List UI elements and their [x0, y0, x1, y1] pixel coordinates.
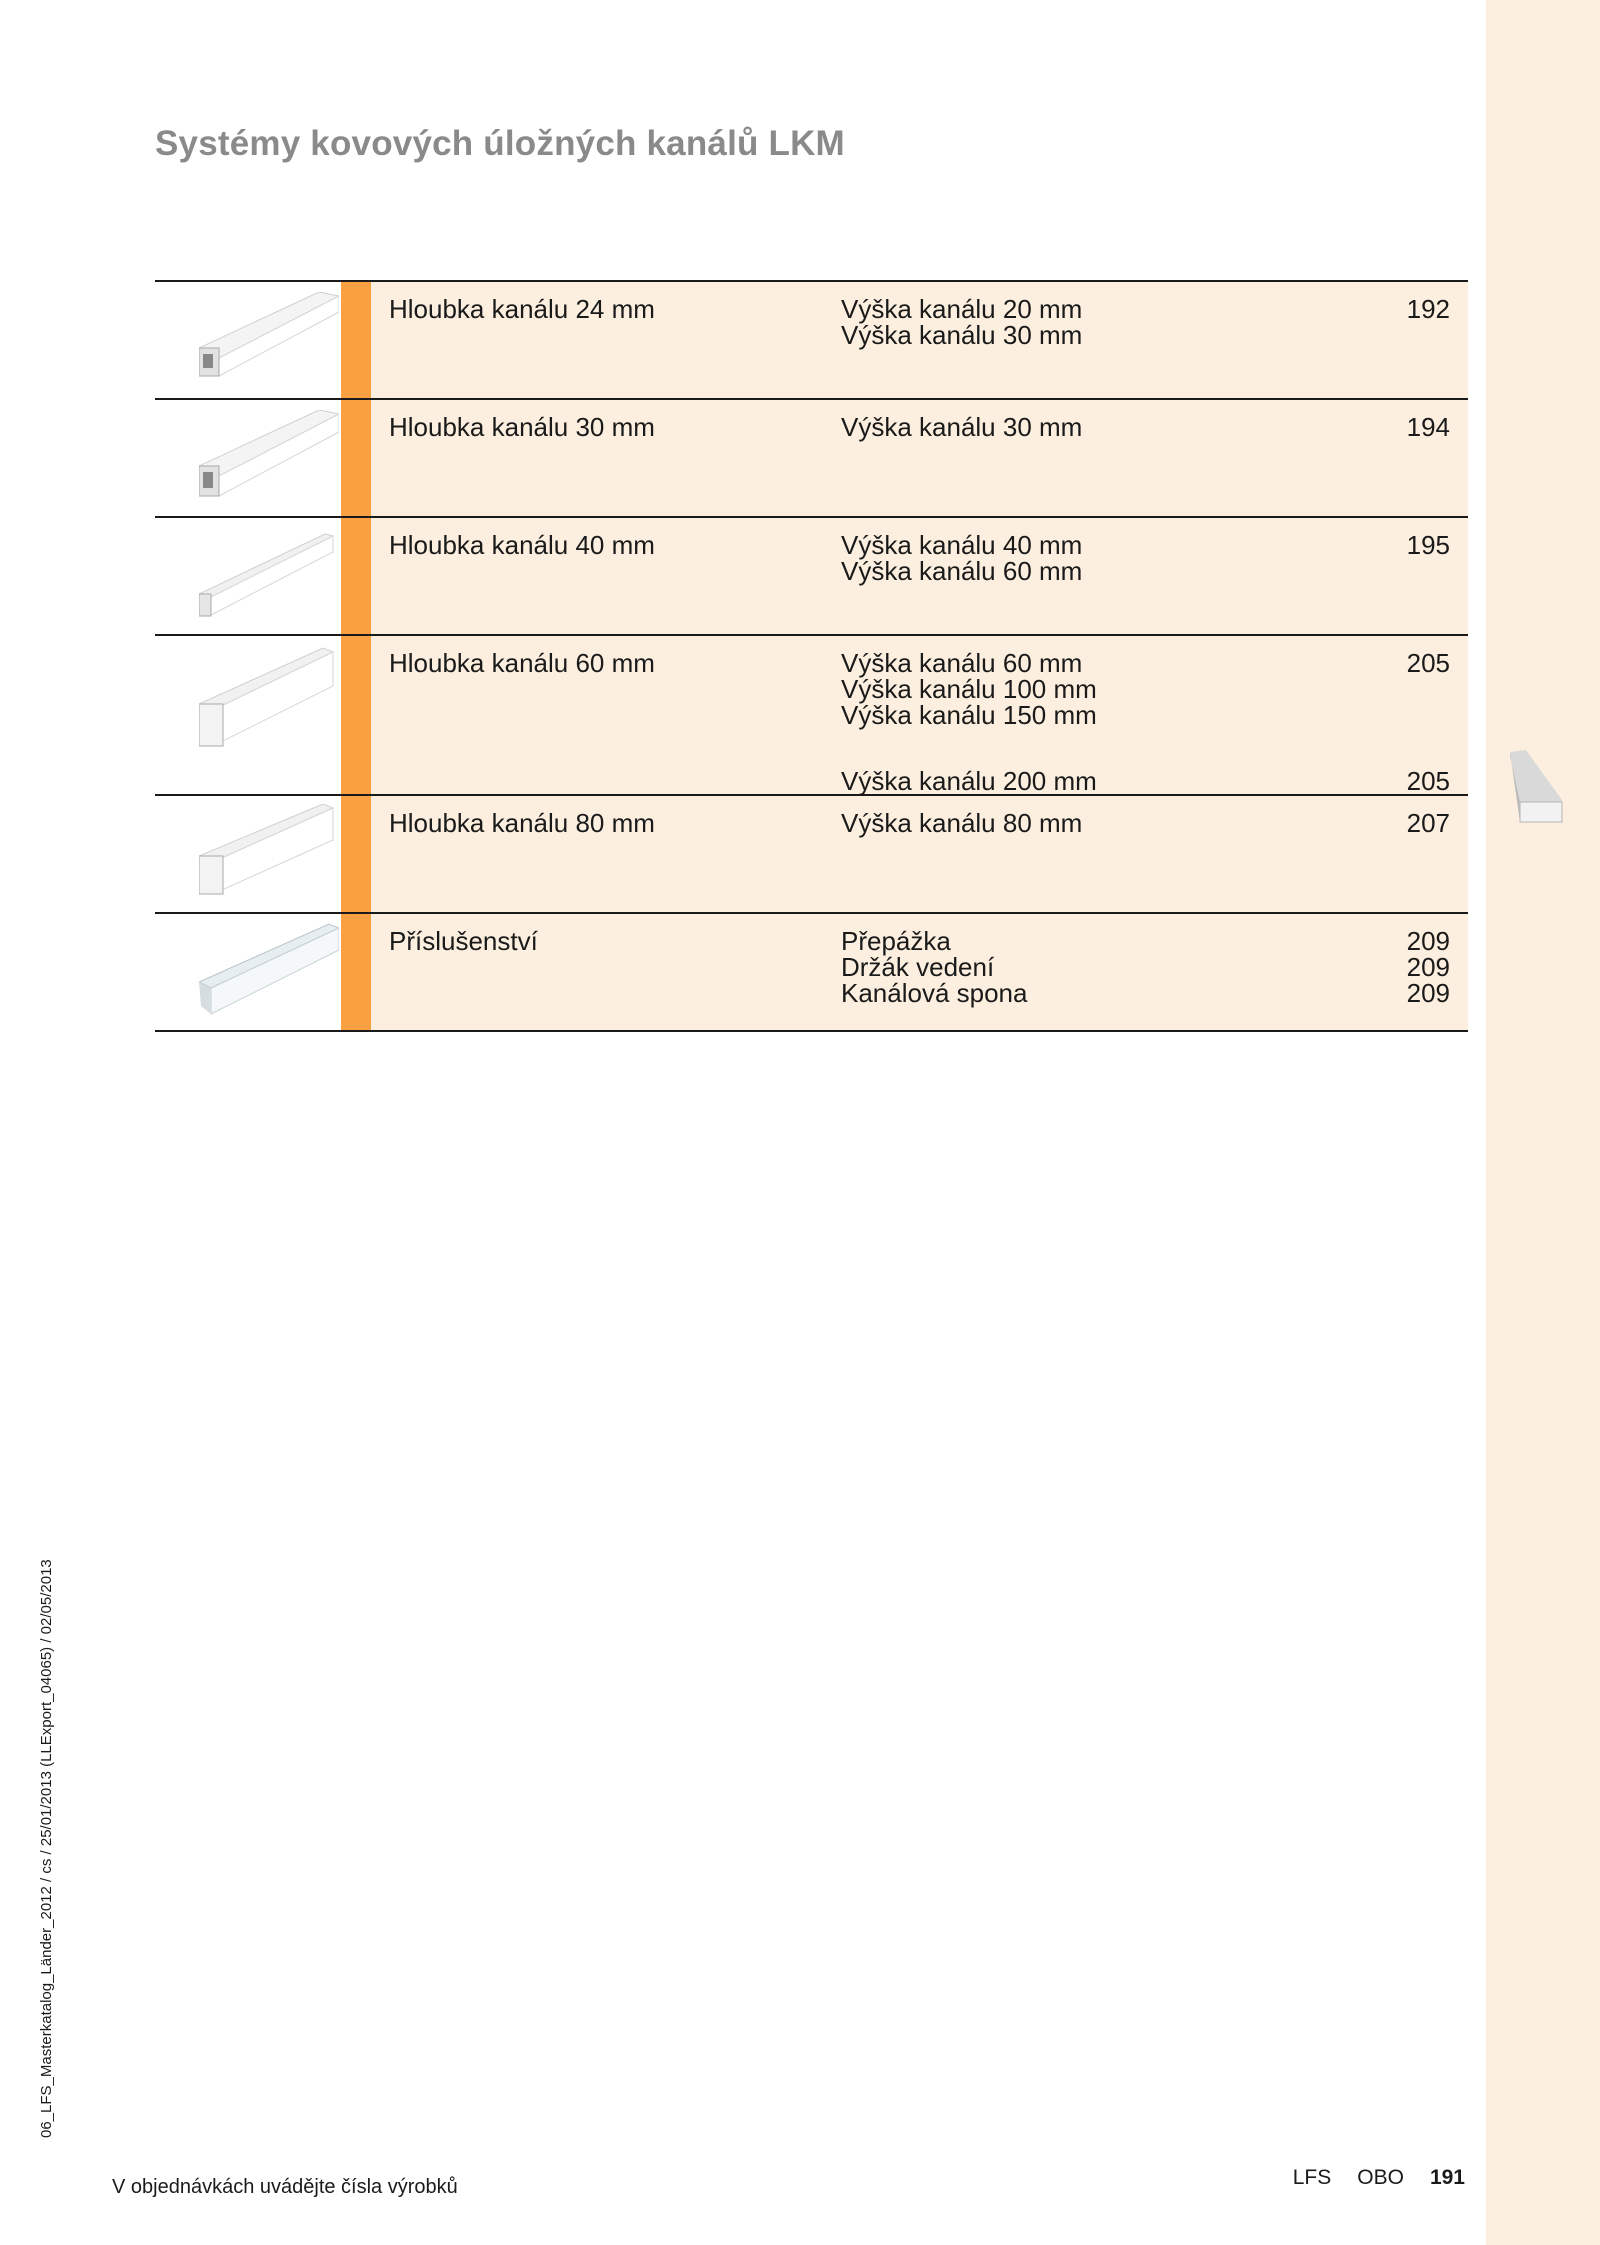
page-ref[interactable]: 192	[1406, 294, 1450, 324]
height-item: Výška kanálu 150 mm	[841, 700, 1097, 730]
footer-brand	[1293, 2166, 1465, 2190]
accent-bar	[341, 518, 371, 634]
row-content	[371, 636, 1468, 794]
height-item: Výška kanálu 60 mm	[841, 556, 1083, 586]
page-ref[interactable]: 205	[1406, 766, 1450, 796]
height-item: Výška kanálu 30 mm	[841, 412, 1083, 442]
page-title: Systémy kovových úložných kanálů LKM	[155, 124, 845, 163]
page-ref[interactable]: 209	[1406, 926, 1450, 956]
depth-label: Hloubka kanálu 80 mm	[389, 808, 655, 838]
table-row[interactable]	[155, 398, 1468, 516]
page-ref[interactable]: 195	[1406, 530, 1450, 560]
cable-channel-icon	[199, 292, 339, 392]
height-item: Výška kanálu 100 mm	[841, 674, 1097, 704]
accent-bar	[341, 796, 371, 912]
cable-channel-icon	[199, 646, 339, 756]
product-thumbnail	[155, 796, 341, 912]
cable-channel-icon	[199, 528, 339, 628]
footer-note: V objednávkách uvádějte čísla výrobků	[112, 2176, 458, 2198]
product-table	[155, 280, 1468, 1032]
table-row[interactable]	[155, 912, 1468, 1030]
height-item: Výška kanálu 30 mm	[841, 320, 1083, 350]
page-number: 191	[1429, 2166, 1465, 2189]
page-ref[interactable]: 194	[1406, 412, 1450, 442]
cable-channel-icon	[199, 410, 339, 510]
row-content	[371, 914, 1468, 1030]
row-content	[371, 796, 1468, 912]
page-ref[interactable]: 209	[1406, 952, 1450, 982]
product-thumbnail	[155, 914, 341, 1030]
accessory-item: Držák vedení	[841, 952, 995, 982]
accessory-item: Kanálová spona	[841, 978, 1028, 1008]
product-thumbnail	[155, 636, 341, 794]
accent-bar	[341, 400, 371, 516]
brand-lfs: LFS	[1292, 2166, 1332, 2189]
height-item: Výška kanálu 20 mm	[841, 294, 1083, 324]
table-row[interactable]	[155, 634, 1468, 794]
product-thumbnail	[155, 400, 341, 516]
depth-label: Hloubka kanálu 30 mm	[389, 412, 655, 442]
depth-label: Hloubka kanálu 24 mm	[389, 294, 655, 324]
accent-bar	[341, 914, 371, 1030]
height-item: Výška kanálu 60 mm	[841, 648, 1083, 678]
right-margin-band	[1486, 0, 1600, 2245]
partition-accessory-icon	[199, 922, 339, 1022]
height-item: Výška kanálu 80 mm	[841, 808, 1083, 838]
height-item: Výška kanálu 200 mm	[841, 766, 1097, 796]
page-ref[interactable]: 209	[1406, 978, 1450, 1008]
product-thumbnail	[155, 518, 341, 634]
table-row[interactable]	[155, 516, 1468, 634]
table-row[interactable]	[155, 794, 1468, 912]
row-content	[371, 518, 1468, 634]
table-row[interactable]	[155, 280, 1468, 398]
accessories-label: Příslušenství	[389, 926, 538, 956]
brand-obo: OBO	[1357, 2166, 1404, 2189]
depth-label: Hloubka kanálu 60 mm	[389, 648, 655, 678]
page-ref[interactable]: 205	[1406, 648, 1450, 678]
height-item: Výška kanálu 40 mm	[841, 530, 1083, 560]
accent-bar	[341, 282, 371, 398]
depth-label: Hloubka kanálu 40 mm	[389, 530, 655, 560]
accessory-item: Přepážka	[841, 926, 951, 956]
cable-channel-thumb-icon	[1506, 748, 1564, 824]
row-content	[371, 400, 1468, 516]
accent-bar	[341, 636, 371, 794]
print-metadata: 06_LFS_Masterkatalog_Länder_2012 / cs / 25/01/2013 (LLExport_04065) / 02/05/2013	[38, 1559, 55, 2138]
cable-channel-icon	[199, 804, 339, 904]
page-ref[interactable]: 207	[1406, 808, 1450, 838]
row-content	[371, 282, 1468, 398]
product-thumbnail	[155, 282, 341, 398]
